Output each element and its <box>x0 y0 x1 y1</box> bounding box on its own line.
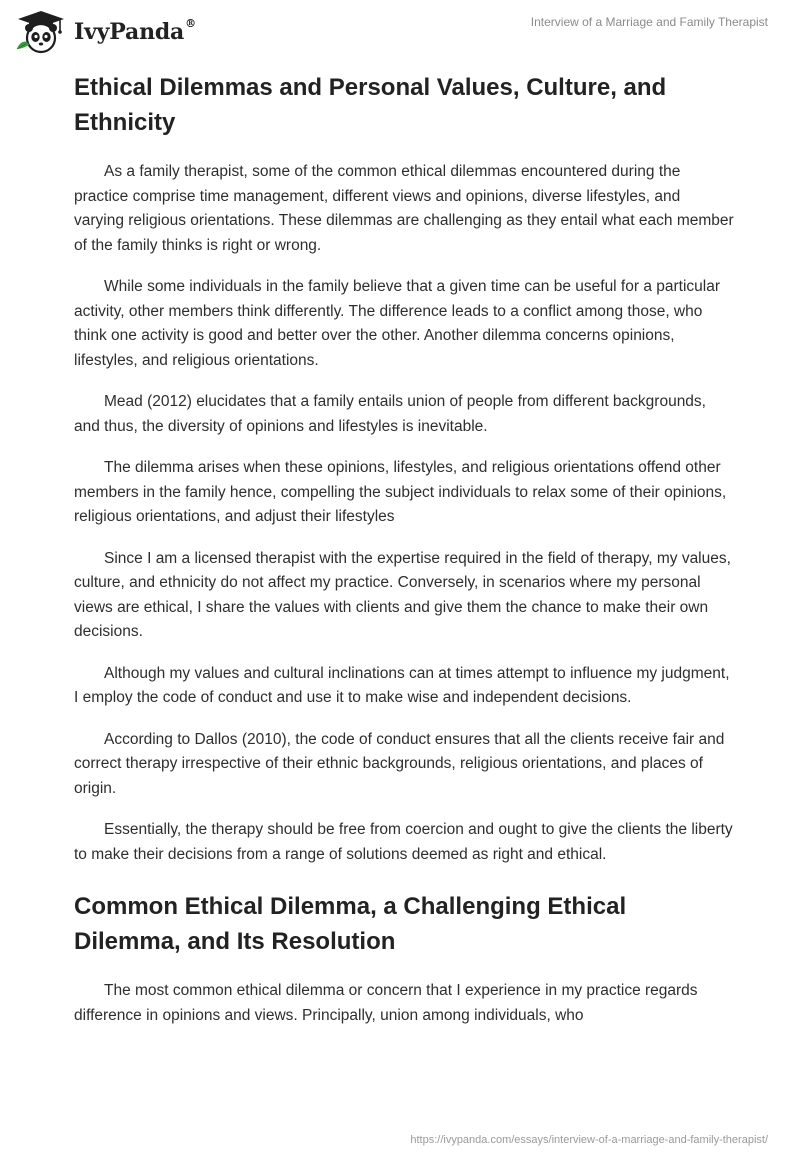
document-title: Interview of a Marriage and Family Therapist <box>530 15 768 29</box>
ivypanda-logo[interactable] <box>14 8 196 56</box>
paragraph: As a family therapist, some of the common ethical dilemmas encountered during the practice comprise time management, different views and opinions, diverse lifestyles, and varying religious orientations. These dilemmas are challenging as they entail what each member of the family thinks is right or wrong. <box>74 163 734 254</box>
paragraph: According to Dallos (2010), the code of conduct ensures that all the clients receive fair and correct therapy irrespective of their ethnic backgrounds, religious orientations, and places of origin. <box>74 730 725 797</box>
source-url[interactable]: https://ivypanda.com/essays/interview-of-a-marriage-and-family-therapist/ <box>410 1134 768 1146</box>
section-heading: Common Ethical Dilemma, a Challenging Ethical Dilemma, and Its Resolution <box>74 893 627 955</box>
paragraph: Mead (2012) elucidates that a family entails union of people from different backgrounds, and thus, the diversity of opinions and lifestyles is inevitable. <box>74 393 706 435</box>
paragraph: While some individuals in the family believe that a given time can be useful for a particular activity, other members think differently. The difference leads to a conflict among those, who think one activity is good and better over the other. Another dilemma concerns opinions, lifestyles, and religious orientations. <box>74 278 721 369</box>
paragraph: The most common ethical dilemma or concern that I experience in my practice regards difference in opinions and views. Principally, union among individuals, who <box>74 982 698 1024</box>
paragraph: The dilemma arises when these opinions, lifestyles, and religious orientations offend other members in the family hence, compelling the subject individuals to relax some of their opinions, religious orientations, and adjust their lifestyles <box>74 459 727 525</box>
brand-wordmark <box>74 19 196 45</box>
paragraph: Since I am a licensed therapist with the expertise required in the field of therapy, my values, culture, and ethnicity do not affect my practice. Conversely, in scenarios where my personal views are ethical, I share the values with clients and give them the chance to make their own decisions. <box>74 549 731 640</box>
registered-mark: ® <box>185 17 196 30</box>
page-header <box>0 0 800 64</box>
panda-graduate-icon <box>14 9 68 55</box>
paragraph: Essentially, the therapy should be free from coercion and ought to give the clients the liberty to make their decisions from a range of solutions deemed as right and ethical. <box>74 821 733 863</box>
paragraph: Although my values and cultural inclinations can at times attempt to influence my judgment, I employ the code of conduct and use it to make wise and independent decisions. <box>74 664 730 706</box>
brand-name: IvyPanda <box>74 19 185 45</box>
essay-content <box>74 70 734 1045</box>
section-heading: Ethical Dilemmas and Personal Values, Culture, and Ethnicity <box>74 74 667 136</box>
